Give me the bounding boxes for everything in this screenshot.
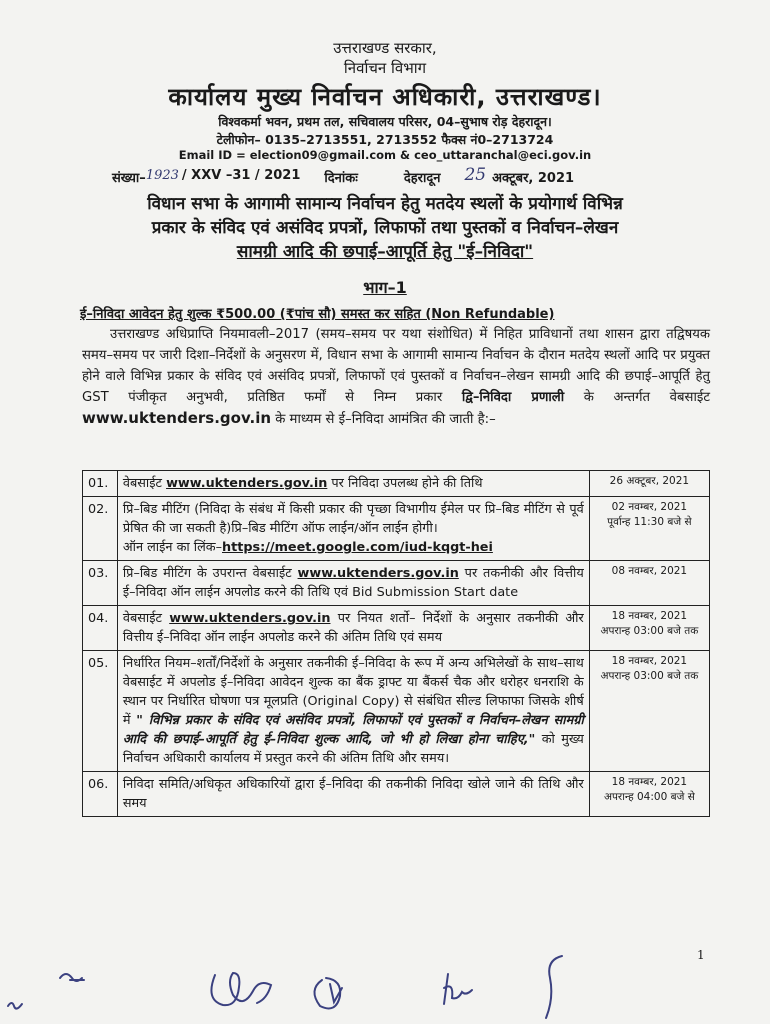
row-text: निविदा समिति/अधिकृत अधिकारियों द्वारा ई–निविदा की तकनीकी निविदा खोले जाने की तिथि और समय [122, 777, 584, 811]
intro-text-3: के माध्यम से ई–निविदा आमंत्रित की जाती है:– [271, 412, 496, 427]
row-text: पर नियत शर्तो– निर्देशों के अनुसार तकनीकी और वित्तीय ई–निविदा ऑन लाईन अपलोड करने की अंतिम तिथि एवं समय [122, 611, 584, 645]
reference-number-handwritten: 1923 [145, 168, 179, 183]
row-text: पर तकनीकी और वित्तीय ई–निविदा ऑन लाईन अपलोड करने की तिथि एवं Bid Submission Start date [122, 566, 584, 600]
row-description [117, 606, 589, 651]
row-time-line: अपरान्ह 04:00 बजे से [603, 791, 695, 803]
signature-mark [8, 1003, 22, 1009]
date-place: देहरादून [403, 171, 441, 186]
row-date [589, 606, 709, 651]
row-time-line: अपरान्ह 03:00 बजे तक [600, 625, 699, 637]
row-text: वेबसाईट [122, 476, 167, 491]
date-label: दिनांकः [324, 171, 358, 186]
row-time-line: पूर्वान्ह 11:30 बजे से [607, 516, 692, 528]
row-date-line: 18 नवम्बर, 2021 [611, 776, 688, 788]
row-time-line: अपरान्ह 03:00 बजे तक [600, 670, 699, 682]
intro-paragraph [82, 324, 710, 430]
row-date [589, 561, 709, 606]
office-address: विश्वकर्मा भवन, प्रथम तल, सचिवालय परिसर, 04–सुभाष रोड़ देहरादून। [218, 114, 552, 129]
row-text: प्रि–बिड मीटिंग (निविदा के संबंध में किसी प्रकार की पृच्छा विभागीय ईमेल पर प्रि–बिड मीटिंग से पूर्व प्रेषित की जा सकती है)प्रि–बिड मीटिंग ऑफ लाईन/ऑन लाईन होगी। [122, 502, 584, 536]
row-date [589, 497, 709, 561]
row-number: 05. [83, 651, 118, 772]
table-row [83, 561, 710, 606]
signature-mark [444, 974, 472, 1004]
subject-line-3: सामग्री आदि की छपाई–आपूर्ति हेतु "ई–निविदा" [236, 242, 534, 262]
signature-mark [60, 974, 84, 981]
row-emphasis: " विभिन्न प्रकार के संविद एवं असंविद प्रपत्रों, लिफाफों एवं पुस्तकों व निर्वाचन–लेखन सामग्री आदि की छपाई–आपूर्ति हेतु ई–निविदा शुल्क आदि, जो भी हो लिखा होना चाहिए," [122, 713, 584, 747]
department-name: निर्वाचन विभाग [343, 59, 427, 77]
signature-mark [211, 973, 271, 1005]
row-date [589, 772, 709, 817]
row-date [589, 471, 709, 497]
date-day-handwritten: 25 [464, 165, 487, 185]
table-row [83, 651, 710, 772]
intro-bold-system: द्वि–निविदा प्रणाली [461, 390, 565, 405]
row-description [117, 561, 589, 606]
row-date-line: 18 नवम्बर, 2021 [611, 655, 688, 667]
table-row [83, 772, 710, 817]
intro-text-1: उत्तराखण्ड अधिप्राप्ति नियमावली–2017 (समय–समय पर यथा संशोधित) में निहित प्राविधानों तथा शासन द्वारा तद्विषयक समय–समय पर जारी दिशा–निर्देशों के अनुसरण में, विधान सभा के आगामी सामान्य निर्वाचन के दौरान मतदेय स्थलों आदि पर प्रयुक्त होने वाले विभिन्न प्रकार के संविद एवं असंविद प्रपत्रों, लिफाफों एवं पुस्तकों व निर्वाचन–लेखन सामग्री आदि की छपाई–आपूर्ति हेतु GST पंजीकृत अनुभवी, प्रतिष्ठित फर्मों से निम्न प्रकार [82, 327, 710, 405]
meeting-link-label: ऑन लाईन का लिंक– [122, 540, 222, 555]
row-number: 04. [83, 606, 118, 651]
row-text: वेबसाईट [122, 611, 170, 626]
subject-line-2: प्रकार के संविद एवं असंविद प्रपत्रों, लिफाफों तथा पुस्तकों व निर्वाचन–लेखन [151, 218, 619, 238]
row-description [117, 471, 589, 497]
row-text: निर्धारित नियम–शर्तों/निर्देशों के अनुसार तकनीकी ई–निविदा के रूप में अन्य अभिलेखों के साथ–साथ वेबसाईट में अपलोड ई–निविदा आवेदन शुल्क का बैंक ड्राफ्ट या बैंकर्स चैक और धरोहर धनराशि के स्थान पर निर्धारित घोषणा पत्र मूलप्रति (Original Copy) से संबंधित सील्ड लिफाफा जिसके शीर्ष में [122, 656, 584, 728]
government-name: उत्तराखण्ड सरकार, [333, 39, 437, 57]
row-number: 01. [83, 471, 118, 497]
row-date-line: 18 नवम्बर, 2021 [611, 610, 688, 622]
office-email: Email ID = election09@gmail.com & ceo_uttaranchal@eci.gov.in [178, 148, 592, 162]
reference-number-label: संख्या– [112, 171, 146, 186]
row-description [117, 497, 589, 561]
website-link[interactable]: www.uktenders.gov.in [297, 566, 459, 581]
office-phone: टेलीफोन– 0135–2713551, 2713552 फैक्स नं0–2713724 [216, 132, 554, 147]
row-number: 02. [83, 497, 118, 561]
row-description [117, 651, 589, 772]
date-month-year: अक्टूबर, 2021 [492, 171, 575, 186]
subject-line-1: विधान सभा के आगामी सामान्य निर्वाचन हेतु मतदेय स्थलों के प्रयोगार्थ विभिन्न [147, 194, 623, 214]
row-description [117, 772, 589, 817]
intro-website-link[interactable]: www.uktenders.gov.in [82, 409, 272, 427]
office-title: कार्यालय मुख्य निर्वाचन अधिकारी, उत्तराखण्ड। [168, 83, 602, 111]
section-heading: भाग–1 [363, 278, 407, 297]
table-row [83, 471, 710, 497]
website-link[interactable]: www.uktenders.gov.in [166, 476, 328, 491]
row-date-line: 26 अक्टूबर, 2021 [609, 475, 690, 487]
row-number: 03. [83, 561, 118, 606]
table-row [83, 606, 710, 651]
meeting-link[interactable]: https://meet.google.com/iud-kqgt-hei [222, 540, 493, 555]
reference-number-rest: / XXV –31 / 2021 [181, 168, 301, 183]
row-text: को मुख्य निर्वाचन अधिकारी कार्यालय में प्रस्तुत करने की अंतिम तिथि और समय। [122, 732, 584, 766]
row-text: प्रि–बिड मीटिंग के उपरान्त वेबसाईट [122, 566, 298, 581]
row-date-line: 02 नवम्बर, 2021 [611, 501, 688, 513]
signature-mark [546, 956, 562, 1018]
schedule-table [82, 470, 710, 817]
row-number: 06. [83, 772, 118, 817]
row-text: पर निविदा उपलब्ध होने की तिथि [327, 476, 483, 491]
page-number: 1 [697, 948, 705, 962]
website-link[interactable]: www.uktenders.gov.in [169, 611, 331, 626]
fee-line: ई–निविदा आवेदन हेतु शुल्क ₹500.00 (₹पांच सौ) समस्त कर सहित (Non Refundable) [80, 307, 555, 322]
handwritten-signatures [0, 940, 770, 1024]
signature-mark [314, 978, 342, 1008]
table-row [83, 497, 710, 561]
row-date-line: 08 नवम्बर, 2021 [611, 565, 688, 577]
intro-text-2: के अन्तर्गत वेबसाईट [564, 390, 710, 405]
row-date [589, 651, 709, 772]
reference-line [112, 165, 672, 186]
subject-heading [60, 192, 710, 264]
